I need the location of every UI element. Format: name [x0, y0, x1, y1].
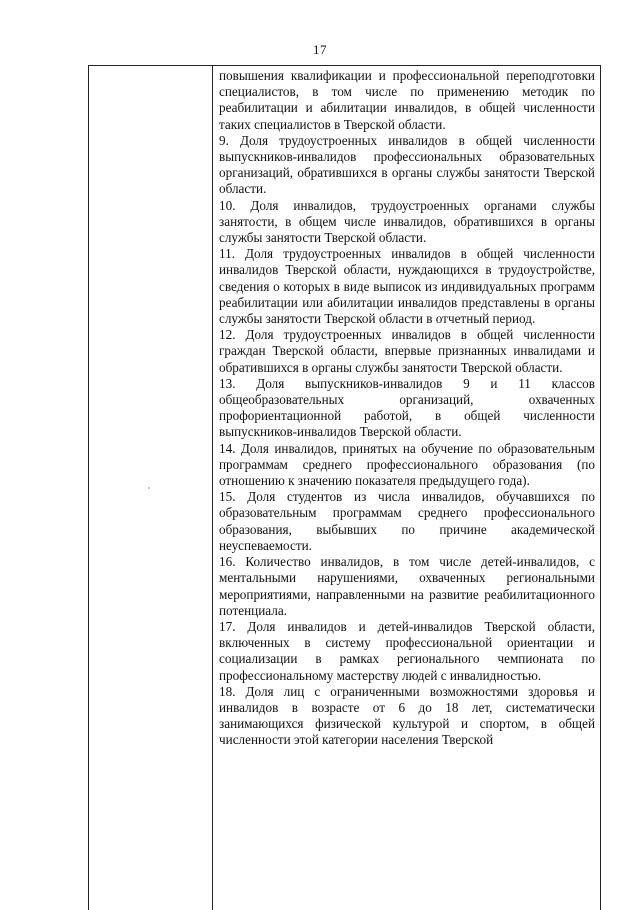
indicator-item-13: 13. Доля выпускников-инвалидов 9 и 11 классов общеобразовательных организаций, охваченных профориентационной работой, в общей численности выпускников-инвалидов Тверской области. [219, 375, 595, 440]
indicator-item-12: 12. Доля трудоустроенных инвалидов в общей численности граждан Тверской области, впервые признанных инвалидами и обратившихся в органы службы занятости Тверской области. [219, 327, 595, 375]
scan-speck [148, 487, 150, 489]
indicator-item-18: 18. Доля лиц с ограниченными возможностями здоровья и инвалидов в возрасте от 6 до 18 лет, систематически занимающихся физической культурой и спортом, в общей численности этой категории населения Тверской [219, 683, 595, 748]
indicator-item-9: 9. Доля трудоустроенных инвалидов в общей численности выпускников-инвалидов профессиональных образовательных организаций, обратившихся в органы службы занятости Тверской области. [219, 132, 595, 197]
continued-indicator-text: повышения квалификации и профессиональной переподготовки специалистов, в том числе по применению методик по реабилитации и абилитации инвалидов, в общей численности таких специалистов в Тверской области. [219, 68, 595, 132]
indicator-item-15: 15. Доля студентов из числа инвалидов, обучавшихся по образовательным программам среднего профессионального образования, выбывших по причине академической неуспеваемости. [219, 489, 595, 553]
indicator-item-11: 11. Доля трудоустроенных инвалидов в общей численности инвалидов Тверской области, нуждающихся в трудоустройстве, сведения о которых в виде выписок из индивидуальных программ реабилитации или абилитации инвалидов представлены в органы службы занятости Тверской области в отчетный период. [219, 246, 595, 327]
indicator-item-17: 17. Доля инвалидов и детей-инвалидов Тверской области, включенных в систему профессиональной ориентации и социализации в рамках регионального чемпионата по профессиональному мастерству людей с инвалидностью. [219, 618, 595, 683]
indicator-item-16: 16. Количество инвалидов, в том числе детей-инвалидов, с ментальными нарушениями, охваченных региональными мероприятиями, направленными на развитие реабилитационного потенциала. [219, 554, 595, 618]
table-column-divider [212, 65, 213, 910]
indicator-item-14: 14. Доля инвалидов, принятых на обучение по образовательным программам среднего профессионального образования (по отношению к значению показателя предыдущего года). [219, 440, 595, 489]
indicator-list [219, 68, 595, 749]
indicator-item-10: 10. Доля инвалидов, трудоустроенных органами службы занятости, в общем числе инвалидов, обратившихся в органы службы занятости Тверской области. [219, 197, 595, 246]
page-number: 17 [313, 42, 327, 57]
